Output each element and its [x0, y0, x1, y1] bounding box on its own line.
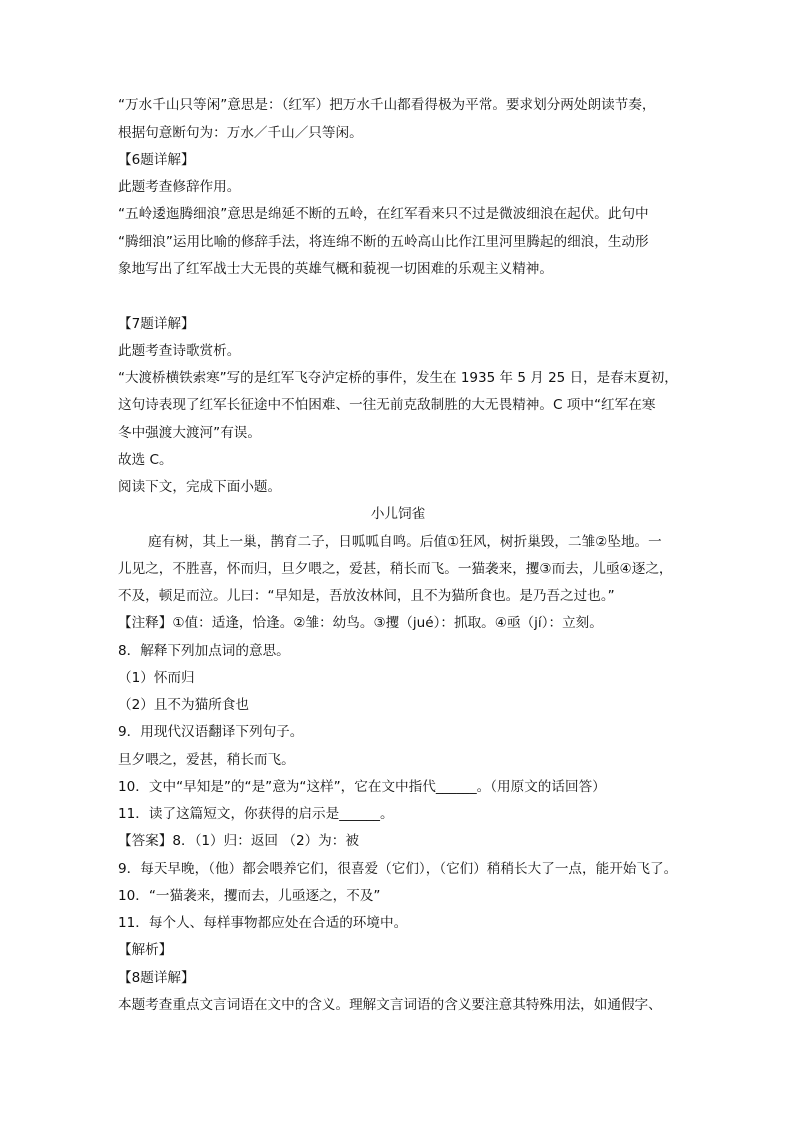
- text-line: 本题考查重点文言词语在文中的含义。理解文言词语的含义要注意其特殊用法，如通假字、: [118, 997, 662, 1013]
- question-line: 11．读了这篇短文，你获得的启示是______。: [118, 806, 394, 822]
- text-line: 这句诗表现了红军长征途中不怕困难、一往无前克敌制胜的大无畏精神。C 项中“红军在寒: [118, 397, 656, 413]
- question-line: 10．文中“早知是”的“是”意为“这样”，它在文中指代______。（用原文的话回答）: [118, 779, 606, 795]
- text-line: “大渡桥横铁索寒”写的是红军飞夺泸定桥的事件，发生在 1935 年 5 月 25 日，是春末夏初，: [118, 370, 678, 386]
- answer-line: 9．每天早晚，（他）都会喂养它们，很喜爱（它们），（它们）稍稍长大了一点，能开始飞了。: [118, 861, 678, 877]
- text-line: “五岭逶迤腾细浪”意思是绵延不断的五岭，在红军看来只不过是微波细浪在起伏。此句中: [118, 206, 649, 222]
- section-heading: 【6题详解】: [118, 152, 195, 168]
- text-line: 象地写出了红军战士大无畏的英雄气概和藐视一切困难的乐观主义精神。: [118, 261, 553, 277]
- section-heading: 【7题详解】: [118, 316, 195, 332]
- passage-line: 庭有树，其上一巢，鹊育二子，日呱呱自鸣。后值①狂风，树折巢毁，二雏②坠地。一: [148, 534, 662, 550]
- annotation-line: 【注释】①值：适逢，恰逢。②雏：幼鸟。③攫（jué）：抓取。④亟（jí）：立刻。: [118, 615, 603, 631]
- section-heading: 【8题详解】: [118, 970, 195, 986]
- answer-line: 【答案】8．（1）归：返回 （2）为：被: [118, 833, 359, 849]
- text-line: “腾细浪”运用比喻的修辞手法，将连绵不断的五岭高山比作江里河里腾起的细浪，生动形: [118, 234, 649, 250]
- text-line: 此题考查诗歌赏析。: [118, 343, 241, 359]
- text-line: 根据句意断句为：万水／千山／只等闲。: [118, 125, 363, 141]
- passage-line: 不及，顿足而泣。儿曰：“早知是，吾放汝林间，且不为猫所食也。是乃吾之过也。”: [118, 588, 615, 604]
- answer-line: 10．“一猫袭来，攫而去，儿亟逐之，不及”: [118, 888, 381, 904]
- text-line: 此题考查修辞作用。: [118, 179, 241, 195]
- answer-line: 11．每个人、每样事物都应处在合适的环境中。: [118, 915, 408, 931]
- passage-title: 小儿饲雀: [370, 506, 426, 522]
- text-line: 冬中强渡大渡河”有误。: [118, 425, 261, 441]
- question-line: （1）怀而归: [118, 670, 195, 686]
- section-heading: 【解析】: [118, 942, 173, 958]
- passage-line: 儿见之，不胜喜，怀而归，旦夕喂之，爱甚，稍长而飞。一猫袭来，攫③而去，儿亟④逐之，: [118, 561, 673, 577]
- question-line: 8．解释下列加点词的意思。: [118, 643, 290, 659]
- text-line: “万水千山只等闲”意思是：（红军）把万水千山都看得极为平常。要求划分两处朗读节奏，: [118, 97, 656, 113]
- text-line: 故选 C。: [118, 452, 173, 468]
- question-line: 9．用现代汉语翻译下列句子。: [118, 724, 304, 740]
- question-line: 旦夕喂之，爱甚，稍长而飞。: [118, 752, 295, 768]
- question-line: （2）且不为猫所食也: [118, 697, 249, 713]
- text-line: 阅读下文，完成下面小题。: [118, 479, 282, 495]
